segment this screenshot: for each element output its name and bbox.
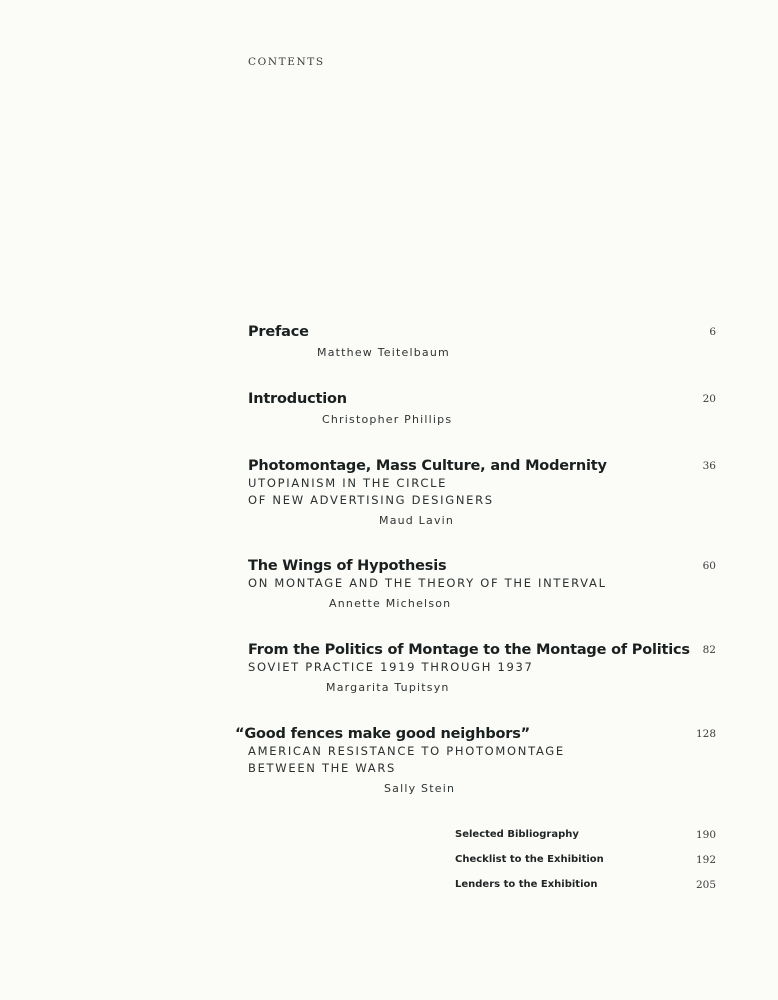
toc-entry-politics-of-montage — [248, 641, 716, 695]
entry-subtitle-line: BETWEEN THE WARS — [248, 761, 397, 775]
entry-subtitle-line: AMERICAN RESISTANCE TO PHOTOMONTAGE — [248, 744, 565, 758]
entry-page-number: 128 — [695, 728, 716, 740]
back-matter-row-lenders — [455, 879, 716, 893]
toc-entry-preface — [248, 323, 716, 360]
back-matter-page-number: 205 — [695, 879, 716, 891]
entry-subtitle-line: UTOPIANISM IN THE CIRCLE — [248, 476, 448, 490]
entry-title: From the Politics of Montage to the Montage of Politics — [248, 642, 690, 658]
entry-title: Photomontage, Mass Culture, and Modernity — [248, 458, 607, 474]
toc-entry-photomontage-mass-culture — [248, 457, 716, 528]
back-matter-label: Lenders to the Exhibition — [455, 879, 598, 890]
back-matter-row-checklist — [455, 854, 716, 868]
entry-title: “Good fences make good neighbors” — [235, 726, 530, 742]
entry-author: Sally Stein — [384, 782, 456, 795]
entry-title: Introduction — [248, 391, 347, 407]
back-matter-page-number: 192 — [695, 854, 716, 866]
toc-entry-wings-of-hypothesis — [248, 557, 716, 611]
entry-title: The Wings of Hypothesis — [248, 558, 447, 574]
entry-subtitle-line: SOVIET PRACTICE 1919 THROUGH 1937 — [248, 660, 534, 674]
entry-author: Matthew Teitelbaum — [317, 346, 450, 359]
entry-author: Maud Lavin — [379, 514, 455, 527]
back-matter-label: Selected Bibliography — [455, 829, 579, 840]
toc-entry-introduction — [248, 390, 716, 427]
entry-author: Margarita Tupitsyn — [326, 681, 450, 694]
entry-page-number: 6 — [709, 326, 716, 338]
entry-page-number: 60 — [702, 560, 716, 572]
entry-page-number: 82 — [702, 644, 716, 656]
toc-entry-good-fences — [235, 725, 716, 796]
entry-title: Preface — [248, 324, 309, 340]
entry-subtitle-line: ON MONTAGE AND THE THEORY OF THE INTERVAL — [248, 576, 607, 590]
back-matter-label: Checklist to the Exhibition — [455, 854, 604, 865]
entry-page-number: 36 — [702, 460, 716, 472]
entry-subtitle-line: OF NEW ADVERTISING DESIGNERS — [248, 493, 494, 507]
back-matter-page-number: 190 — [695, 829, 716, 841]
entry-author: Christopher Phillips — [322, 413, 453, 426]
page-heading: CONTENTS — [248, 56, 325, 68]
entry-author: Annette Michelson — [329, 597, 452, 610]
back-matter-row-bibliography — [455, 829, 716, 843]
entry-page-number: 20 — [702, 393, 716, 405]
